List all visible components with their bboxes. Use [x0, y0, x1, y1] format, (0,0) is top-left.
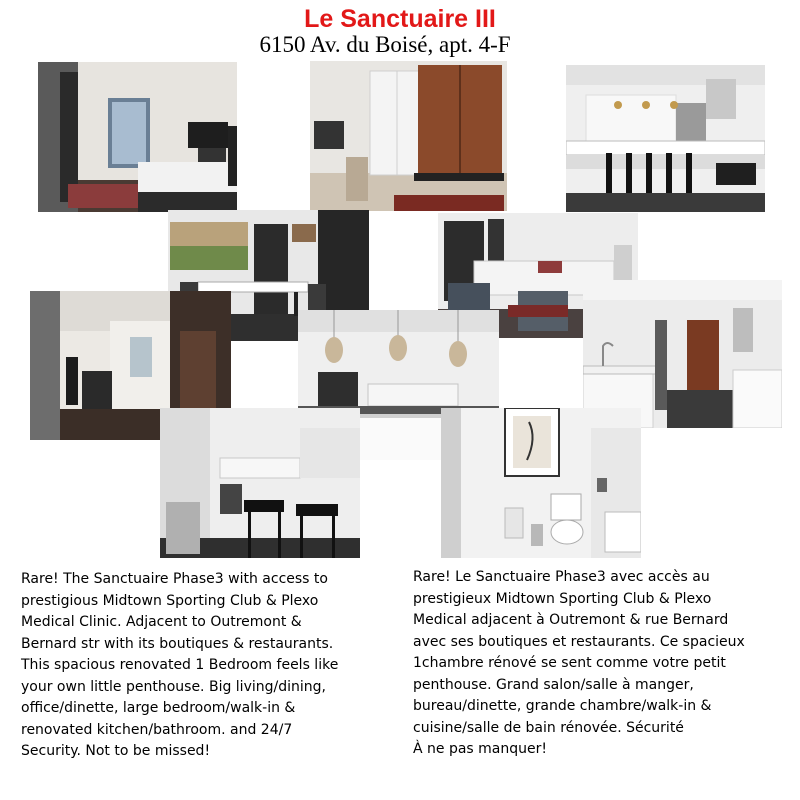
kitchen-bar-photo [566, 65, 765, 212]
bedroom-photo [38, 62, 237, 212]
description-english: Rare! The Sanctuaire Phase3 with access to prestigious Midtown Sporting Club & Plexo Medical Clinic. Adjacent to Outremont & Bernard str with its boutiques & restaurants. This spacious renovated 1 Bedroom feels like your own little penthouse. Big living/dining, office/dinette, large bedroom/walk-in & renovated kitchen/bathroom. and 24/7 Security. Not to be missed! [21, 571, 339, 759]
kitchen-sink-photo [583, 280, 782, 428]
description-french: Rare! Le Sanctuaire Phase3 avec accès au prestigieux Midtown Sporting Club & Plexo Medical adjacent à Outremont & rue Bernard avec ses boutiques et restaurants. Ce spacieux 1chambre rénové se sent comme votre petit penthouse. Grand salon/salle à manger, bureau/dinette, grande chambre/walk-in & cuisine/salle de bain rénovée. Sécurité À ne pas manquer! [413, 569, 745, 757]
kitchen-stools-photo [160, 408, 360, 558]
listing-title: Le Sanctuaire III [304, 5, 496, 33]
listing-address: 6150 Av. du Boisé, apt. 4-F [259, 32, 511, 57]
bathroom-photo [441, 408, 641, 558]
entrance-photo [310, 61, 507, 211]
